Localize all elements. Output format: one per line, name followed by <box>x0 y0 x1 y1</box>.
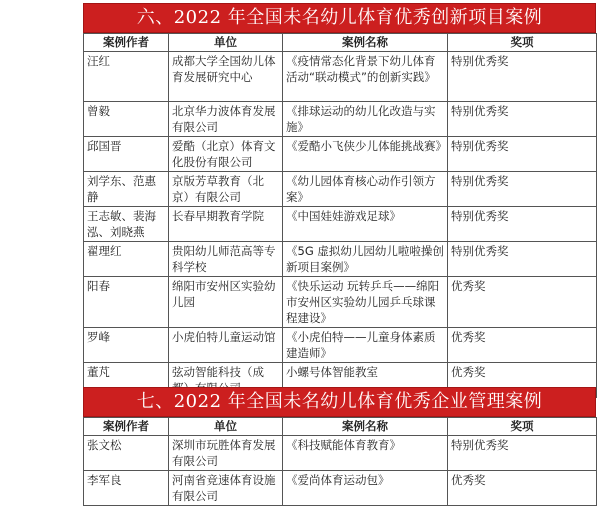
cell-case-name: 《疫情常态化背景下幼儿体育活动“联动模式”的创新实践》 <box>283 52 448 102</box>
cell-award: 优秀奖 <box>448 363 597 398</box>
table-row <box>84 471 597 506</box>
cell-case-name: 《爱尚体育运动包》 <box>283 471 448 506</box>
header-case-name: 案例名称 <box>283 34 448 52</box>
cell-unit: 河南省竞速体育设施有限公司 <box>169 471 283 506</box>
header-unit: 单位 <box>169 418 283 436</box>
table-row <box>84 172 597 207</box>
cell-award: 特别优秀奖 <box>448 436 597 471</box>
cell-author: 汪红 <box>84 52 169 102</box>
cell-unit: 深圳市玩胜体育发展有限公司 <box>169 436 283 471</box>
management-cases-table <box>83 417 597 506</box>
cell-unit: 京版芳草教育（北京）有限公司 <box>169 172 283 207</box>
table-row <box>84 328 597 363</box>
cell-case-name: 《幼儿园体育核心动作引领方案》 <box>283 172 448 207</box>
cell-author: 阳春 <box>84 277 169 328</box>
cell-unit: 弦动智能科技（成 <box>169 363 283 398</box>
cell-unit: 小虎伯特儿童运动馆 <box>169 328 283 363</box>
cell-award: 特别优秀奖 <box>448 242 597 277</box>
cell-case-name: 《小虎伯特——儿童身体素质建造师》 <box>283 328 448 363</box>
cell-case-name: 《爱酷小飞侠少儿体能挑战赛》 <box>283 137 448 172</box>
cell-unit: 长春早期教育学院 <box>169 207 283 242</box>
cell-unit: 北京华力波体育发展有限公司 <box>169 102 283 137</box>
table-row <box>84 242 597 277</box>
cell-author: 张文松 <box>84 436 169 471</box>
innovation-cases-table <box>83 33 597 398</box>
cell-award: 特别优秀奖 <box>448 207 597 242</box>
cell-award: 特别优秀奖 <box>448 172 597 207</box>
table-header-row <box>84 418 597 436</box>
cell-unit: 成都大学全国幼儿体育发展研究中心 <box>169 52 283 102</box>
header-case-name: 案例名称 <box>283 418 448 436</box>
cell-author: 罗峰 <box>84 328 169 363</box>
header-award: 奖项 <box>448 418 597 436</box>
cell-author: 曾毅 <box>84 102 169 137</box>
cell-author: 刘学东、范惠静 <box>84 172 169 207</box>
cell-author: 邱国晋 <box>84 137 169 172</box>
cell-case-name: 小螺号体智能教室 <box>283 363 448 398</box>
cell-case-name: 《中国娃娃游戏足球》 <box>283 207 448 242</box>
cell-award: 优秀奖 <box>448 471 597 506</box>
cell-case-name: 《快乐运动 玩转乒乓——绵阳市安州区实验幼儿园乒乓球课程建设》 <box>283 277 448 328</box>
header-award: 奖项 <box>448 34 597 52</box>
cell-unit: 爱酷（北京）体育文化股份有限公司 <box>169 137 283 172</box>
cell-award: 特别优秀奖 <box>448 137 597 172</box>
cell-case-name: 《排球运动的幼儿化改造与实施》 <box>283 102 448 137</box>
cell-author: 董芃 <box>84 363 169 398</box>
cell-unit: 贵阳幼儿师范高等专科学校 <box>169 242 283 277</box>
table-row <box>84 102 597 137</box>
table-row <box>84 137 597 172</box>
cell-author: 王志敏、裴海泓、刘晓燕 <box>84 207 169 242</box>
cell-author: 李军良 <box>84 471 169 506</box>
header-unit: 单位 <box>169 34 283 52</box>
table-row <box>84 52 597 102</box>
section-title-banner: 七、2022 年全国未名幼儿体育优秀企业管理案例 <box>83 387 596 417</box>
cell-unit: 绵阳市安州区实验幼儿园 <box>169 277 283 328</box>
cell-case-name: 《科技赋能体育教育》 <box>283 436 448 471</box>
cell-award: 特别优秀奖 <box>448 102 597 137</box>
cell-award: 优秀奖 <box>448 328 597 363</box>
table-header-row <box>84 34 597 52</box>
header-author: 案例作者 <box>84 34 169 52</box>
table-row <box>84 436 597 471</box>
cell-award: 优秀奖 <box>448 277 597 328</box>
cell-award: 特别优秀奖 <box>448 52 597 102</box>
section-innovation-cases <box>83 3 596 398</box>
section-management-cases <box>83 387 596 506</box>
section-title-banner: 六、2022 年全国未名幼儿体育优秀创新项目案例 <box>83 3 596 33</box>
table-row <box>84 277 597 328</box>
cell-author: 翟理红 <box>84 242 169 277</box>
cell-case-name: 《5G 虚拟幼儿园幼儿啦啦操创新项目案例》 <box>283 242 448 277</box>
table-row <box>84 207 597 242</box>
header-author: 案例作者 <box>84 418 169 436</box>
